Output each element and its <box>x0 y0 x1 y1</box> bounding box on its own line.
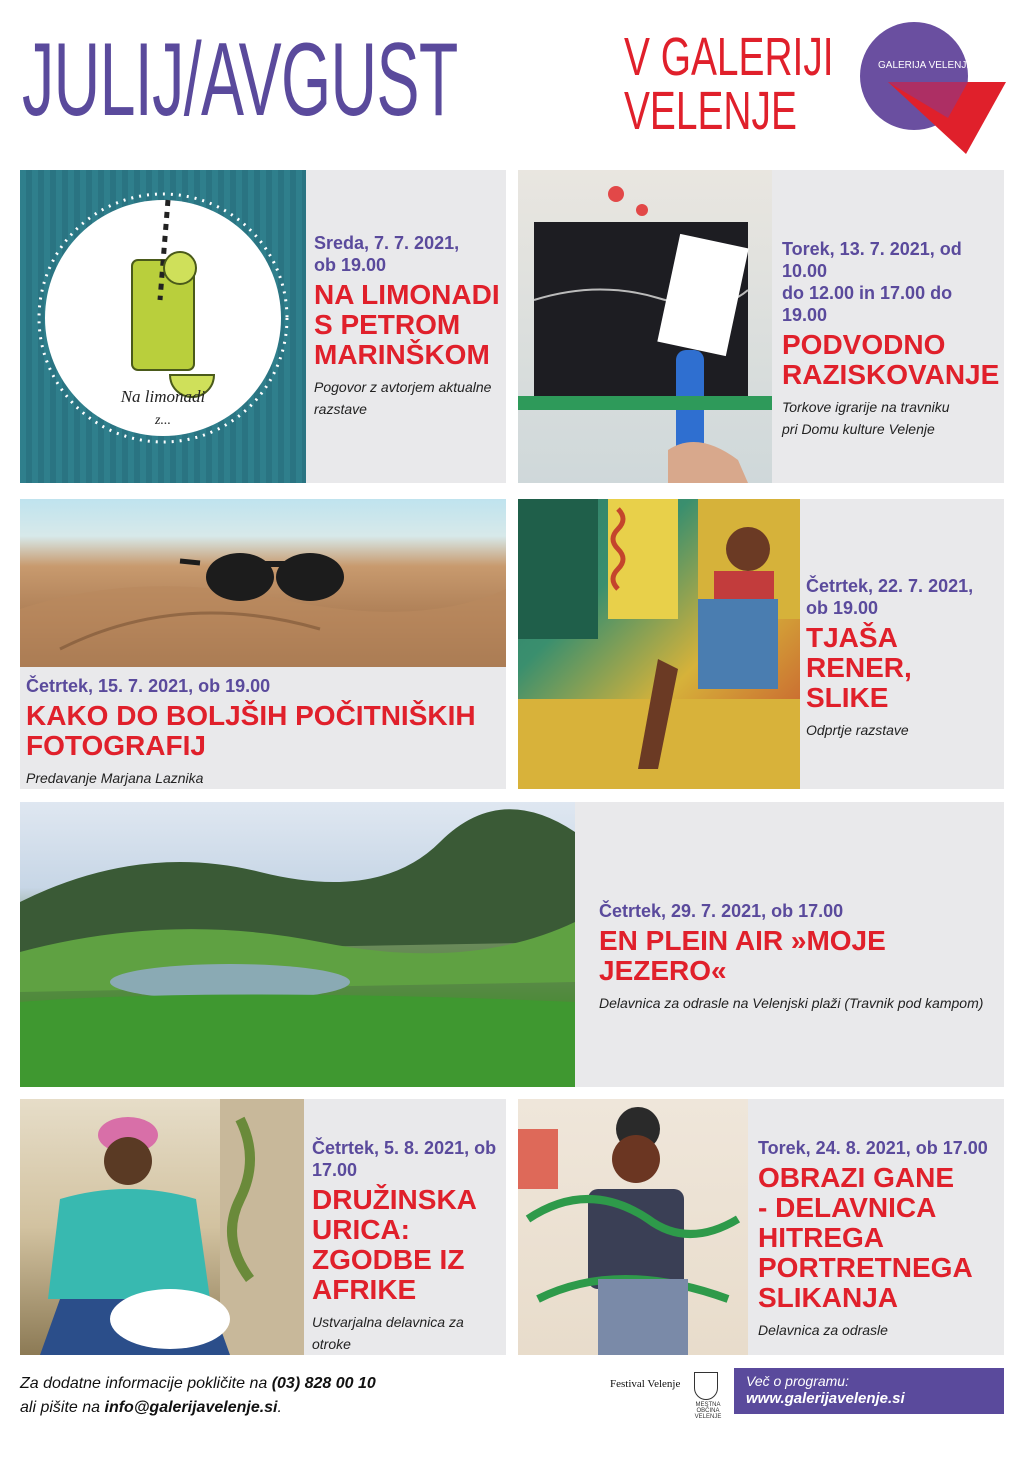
event-image-lemonade <box>20 170 306 483</box>
phone-link[interactable]: (03) 828 00 10 <box>271 1375 376 1392</box>
event-description: Torkove igrarije na travniku pri Domu kulture Velenje <box>782 399 950 437</box>
event-date: Četrtek, 5. 8. 2021, ob 17.00 <box>312 1138 497 1180</box>
email-line <box>20 1396 376 1420</box>
page-subtitle <box>624 27 834 141</box>
event-card-2 <box>518 170 1004 483</box>
event-text-5 <box>599 900 999 1014</box>
event-text-3 <box>26 675 502 789</box>
event-image-african-woman <box>20 1099 304 1355</box>
galerija-velenje-logo <box>858 20 1008 158</box>
event-title: DRUŽINSKA URICA: ZGODBE IZ AFRIKE <box>312 1184 477 1305</box>
program-box <box>734 1368 1004 1414</box>
write-prefix: ali pišite na <box>20 1399 105 1416</box>
subtitle-line-2: VELENJE <box>624 81 797 141</box>
event-date: Četrtek, 22. 7. 2021, ob 19.00 <box>806 576 974 618</box>
logo-text: GALERIJA VELENJE <box>878 60 974 71</box>
underwater-drawing <box>518 170 772 483</box>
contact-prefix: Za dodatne informacije pokličite na <box>20 1375 272 1392</box>
event-date: Torek, 13. 7. 2021, od 10.00 do 12.00 in 17.00 do 19.00 <box>782 239 962 325</box>
subtitle-line-1: V GALERIJI <box>624 27 834 87</box>
landscape-illustration <box>20 802 575 1087</box>
event-description: Delavnica za odrasle <box>758 1322 888 1338</box>
event-text-2 <box>782 238 1002 440</box>
image-caption-1: Na limonadi <box>120 387 206 406</box>
event-date: Četrtek, 29. 7. 2021, ob 17.00 <box>599 901 844 921</box>
event-text-4 <box>806 575 1002 741</box>
event-image-painting-woman <box>518 499 800 789</box>
event-description: Delavnica za odrasle na Velenjski plaži (Travnik pod kampom) <box>599 995 984 1011</box>
email-link[interactable]: info@galerijavelenje.si <box>104 1399 278 1416</box>
event-title: EN PLEIN AIR »MOJE JEZERO« <box>599 925 886 986</box>
event-description: Odprtje razstave <box>806 722 909 738</box>
portrait-illustration <box>518 1099 748 1355</box>
painting-illustration <box>518 499 800 789</box>
sunglasses-illustration <box>20 499 506 667</box>
event-image-beach <box>20 499 506 667</box>
contact-info <box>20 1372 376 1420</box>
event-title: KAKO DO BOLJŠIH POČITNIŠKIH FOTOGRAFIJ <box>26 700 476 761</box>
page-title: JULIJ/AVGUST <box>22 22 458 138</box>
image-caption-2: z... <box>155 413 171 428</box>
email-suffix: . <box>277 1399 282 1416</box>
event-description: Predavanje Marjana Laznika <box>26 770 204 786</box>
event-card-5 <box>20 802 1004 1087</box>
event-title: PODVODNO RAZISKOVANJE <box>782 329 1000 390</box>
event-description: Ustvarjalna delavnica za otroke <box>312 1314 464 1352</box>
event-date: Sreda, 7. 7. 2021, ob 19.00 <box>314 233 460 275</box>
event-title: NA LIMONADI S PETROM MARINŠKOM <box>314 279 500 370</box>
crest-caption: MESTNA OBČINA VELENJE <box>694 1402 722 1420</box>
crest-icon <box>694 1372 718 1400</box>
event-text-7 <box>758 1137 1002 1341</box>
event-description: Pogovor z avtorjem aktualne razstave <box>314 379 492 417</box>
event-text-6 <box>312 1137 504 1355</box>
festival-velenje-logo: Festival Velenje <box>610 1378 681 1390</box>
event-date: Torek, 24. 8. 2021, ob 17.00 <box>758 1138 988 1158</box>
event-title: OBRAZI GANE - DELAVNICA HITREGA PORTRETNEGA SLIKANJA <box>758 1162 973 1313</box>
event-card-6 <box>20 1099 506 1355</box>
event-card-1 <box>20 170 506 483</box>
lemonade-illustration <box>20 170 306 483</box>
event-card-4 <box>518 499 1004 789</box>
event-card-7 <box>518 1099 1004 1355</box>
event-title: TJAŠA RENER, SLIKE <box>806 622 912 713</box>
woman-illustration <box>20 1099 304 1355</box>
more-label: Več o programu: <box>746 1373 849 1389</box>
event-card-3 <box>20 499 506 789</box>
event-date: Četrtek, 15. 7. 2021, ob 19.00 <box>26 676 271 696</box>
website-link[interactable]: www.galerijavelenje.si <box>746 1390 905 1407</box>
event-image-lake-landscape <box>20 802 575 1087</box>
phone-line <box>20 1372 376 1396</box>
event-image-portrait-painting <box>518 1099 748 1355</box>
event-text-1 <box>314 232 504 420</box>
event-image-underwater <box>518 170 772 483</box>
